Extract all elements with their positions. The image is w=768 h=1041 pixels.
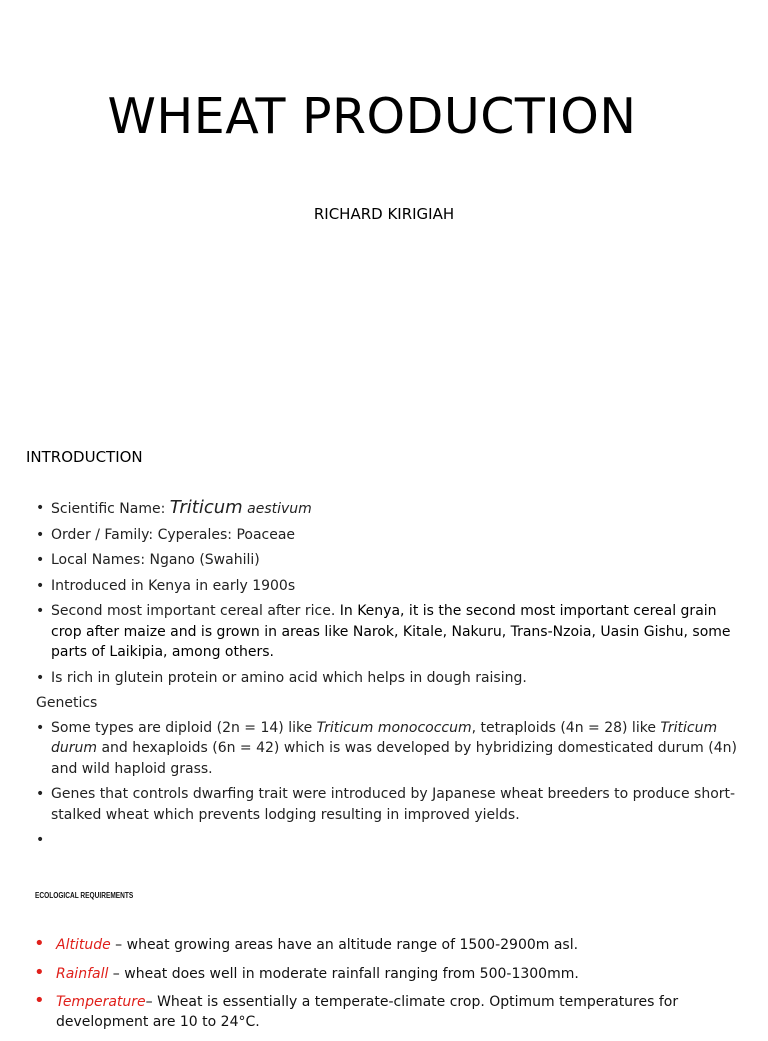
triticum-durum: Triticum durum [51, 719, 718, 756]
ecological-requirements-list [34, 935, 734, 1041]
eco-item-rainfall [34, 964, 734, 984]
eco-term-temperature: Temperature [56, 994, 146, 1010]
introduction-slide [0, 400, 768, 860]
bullet-scientific-name [36, 498, 740, 520]
bullet-dwarfing-genes: • Genes that controls dwarfing trait were introduced by Japanese wheat breeders to produce short-stalked wheat which prevents lodging resulting in improved yields. [36, 784, 740, 825]
scientific-genus: Triticum [169, 497, 243, 518]
ecological-requirements-heading: ECOLOGICAL REQUIREMENTS [35, 891, 134, 900]
introduction-bullet-list [36, 498, 740, 855]
second-cereal-text: Second most important cereal after rice. [51, 603, 340, 619]
ecological-requirements-slide [0, 860, 768, 1030]
bullet-local-names: • Local Names: Ngano (Swahili) [36, 550, 740, 571]
eco-text-rainfall: – wheat does well in moderate rainfall ranging from 500-1300mm. [108, 965, 579, 982]
bullet-order-family: • Order / Family: Cyperales: Poaceae [36, 525, 740, 546]
eco-text-altitude: – wheat growing areas have an altitude range of 1500-2900m asl. [110, 937, 579, 953]
eco-term-rainfall: Rainfall [56, 965, 109, 982]
introduction-heading: INTRODUCTION [26, 448, 143, 466]
ploidy-text-3: and hexaploids (6n = 42) which is was developed by hybridizing domesticated durum (4n) and wild haploid grass. [51, 740, 737, 777]
eco-text-temperature: – Wheat is essentially a temperate-climate crop. Optimum temperatures for development are 10 to 24°C. [56, 994, 679, 1030]
bullet-second-cereal [36, 601, 740, 663]
title-slide [0, 0, 768, 400]
bullet-ploidy-types [36, 718, 740, 780]
presentation-title: WHEAT PRODUCTION [107, 88, 637, 145]
ploidy-text-1: Some types are diploid (2n = 14) like [51, 719, 317, 736]
bullet-introduced: • Introduced in Kenya in early 1900s [36, 576, 740, 597]
author-name: RICHARD KIRIGIAH [313, 205, 455, 223]
bullet-empty [36, 830, 740, 850]
bullet-gluten: • Is rich in glutein protein or amino acid which helps in dough raising. [36, 668, 740, 689]
eco-item-temperature [34, 992, 734, 1032]
ploidy-text-2: , tetraploids (4n = 28) like [471, 719, 661, 736]
eco-term-altitude: Altitude [56, 937, 111, 953]
genetics-label: Genetics [36, 695, 98, 711]
triticum-monococcum: Triticum monococcum [316, 719, 472, 736]
eco-item-altitude [34, 935, 734, 955]
scientific-species: aestivum [242, 501, 312, 517]
kenya-growing-areas-text: In Kenya, it is the second most important cereal grain crop after maize and is grown in areas like Narok, Kitale, Nakuru, Trans-Nzoia, Uasin Gishu, some parts of Laikipia, among others. [51, 603, 731, 660]
scientific-name-label: Scientific Name: [51, 501, 170, 517]
